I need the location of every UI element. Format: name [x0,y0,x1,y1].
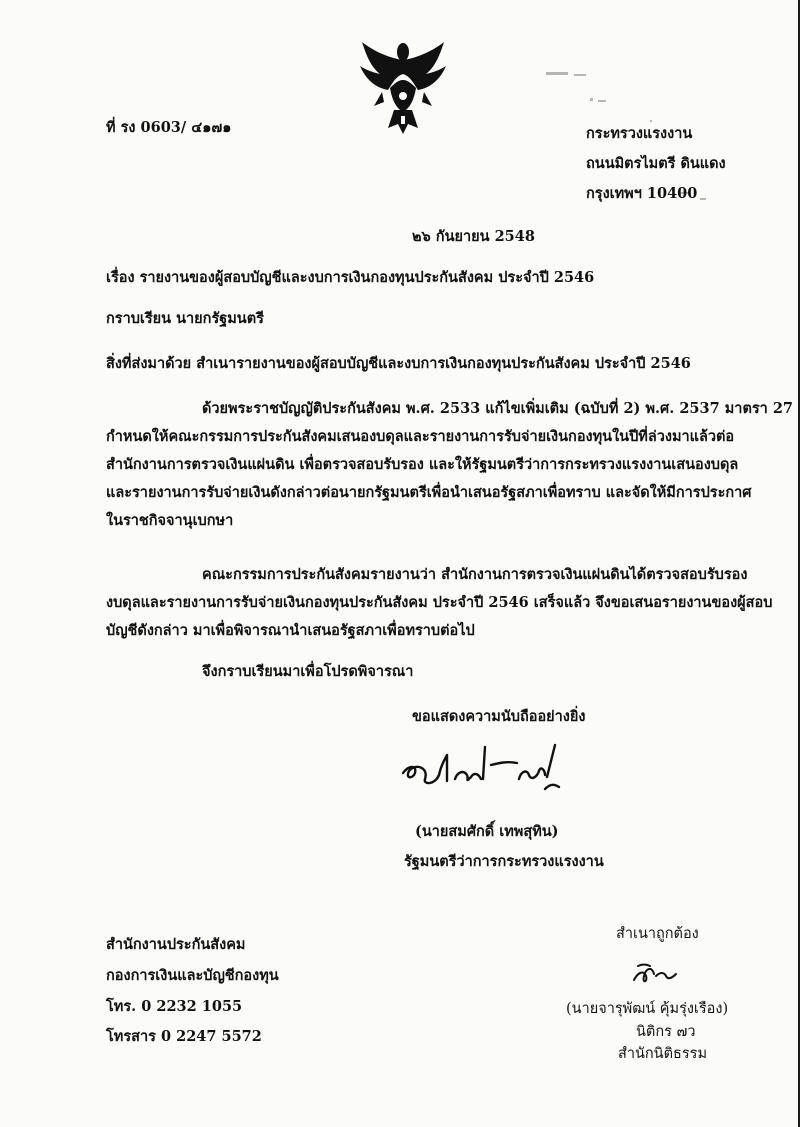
closing-greeting: ขอแสดงความนับถืออย่างยิ่ง [412,708,586,725]
paragraph-1 [106,395,793,535]
paragraph-1-line: ด้วยพระราชบัญญัติประกันสังคม พ.ศ. 2533 แก้ไขเพิ่มเติม (ฉบับที่ 2) พ.ศ. 2537 มาตรา 27 [202,400,794,417]
signature-scribble [395,735,575,805]
signer-name: (นายสมศักดิ์ เทพสุทิน) [415,823,559,840]
signer-title: รัฐมนตรีว่าการกระทรวงแรงงาน [404,853,604,870]
paragraph-2 [106,561,772,645]
enclosure-line: สิ่งที่ส่งมาด้วย สำเนารายงานของผู้สอบบัญชีและงบการเงินกองทุนประกันสังคม ประจำปี 2546 [106,355,691,372]
certifier-position: นิติกร ๗ว [636,1024,696,1040]
paragraph-2-line: บัญชีดังกล่าว มาเพื่อพิจารณานำเสนอรัฐสภาเพื่อทราบต่อไป [106,622,475,639]
paragraph-2-line: คณะกรรมการประกันสังคมรายงานว่า สำนักงานการตรวจเงินแผ่นดินได้ตรวจสอบรับรอง [202,566,748,583]
closing-request: จึงกราบเรียนมาเพื่อโปรดพิจารณา [202,663,414,680]
paragraph-1-line: ในราชกิจจานุเบกษา [106,512,234,529]
garuda-emblem-icon [358,40,448,136]
certified-copy-label: สำเนาถูกต้อง [616,926,699,942]
footer-division: กองการเงินและบัญชีกองทุน [106,967,279,984]
paragraph-1-line: กำหนดให้คณะกรรมการประกันสังคมเสนองบดุลและรายงานการรับจ่ายเงินกองทุนในปีที่ล่วงมาแล้วต่อ [106,428,735,445]
paragraph-1-line: และรายงานการรับจ่ายเงินดังกล่าวต่อนายกรัฐมนตรีเพื่อนำเสนอรัฐสภาเพื่อทราบ และจัดให้มีการประกาศ [106,484,752,501]
paragraph-2-line: งบดุลและรายงานการรับจ่ายเงินกองทุนประกันสังคม ประจำปี 2546 เสร็จแล้ว จึงขอเสนอรายงานของผู้สอบ [106,594,773,611]
sender-address-line-2: ถนนมิตรไมตรี ดินแดง [586,155,726,172]
document-date: ๒๖ กันยายน 2548 [412,228,535,245]
sender-address-line-1: กระทรวงแรงงาน [586,125,693,142]
footer-phone: โทร. 0 2232 1055 [106,998,243,1015]
footer-fax: โทรสาร 0 2247 5572 [106,1028,262,1045]
certifier-signature-scribble [628,958,688,988]
sender-address-line-3: กรุงเทพฯ 10400 [586,185,698,202]
salutation-line: กราบเรียน นายกรัฐมนตรี [106,310,264,327]
paragraph-1-line: สำนักงานการตรวจเงินแผ่นดิน เพื่อตรวจสอบรับรอง และให้รัฐมนตรีว่าการกระทรวงแรงงานเสนองบดุล [106,456,739,473]
subject-line: เรื่อง รายงานของผู้สอบบัญชีและงบการเงินกองทุนประกันสังคม ประจำปี 2546 [106,269,595,286]
footer-office: สำนักงานประกันสังคม [106,936,246,953]
certifier-office: สำนักนิติธรรม [618,1046,707,1062]
certifier-name: (นายจารุพัฒน์ คุ้มรุ่งเรือง) [566,1001,729,1017]
document-number: ที่ รง 0603/ ๔๑๗๑ [106,119,232,136]
